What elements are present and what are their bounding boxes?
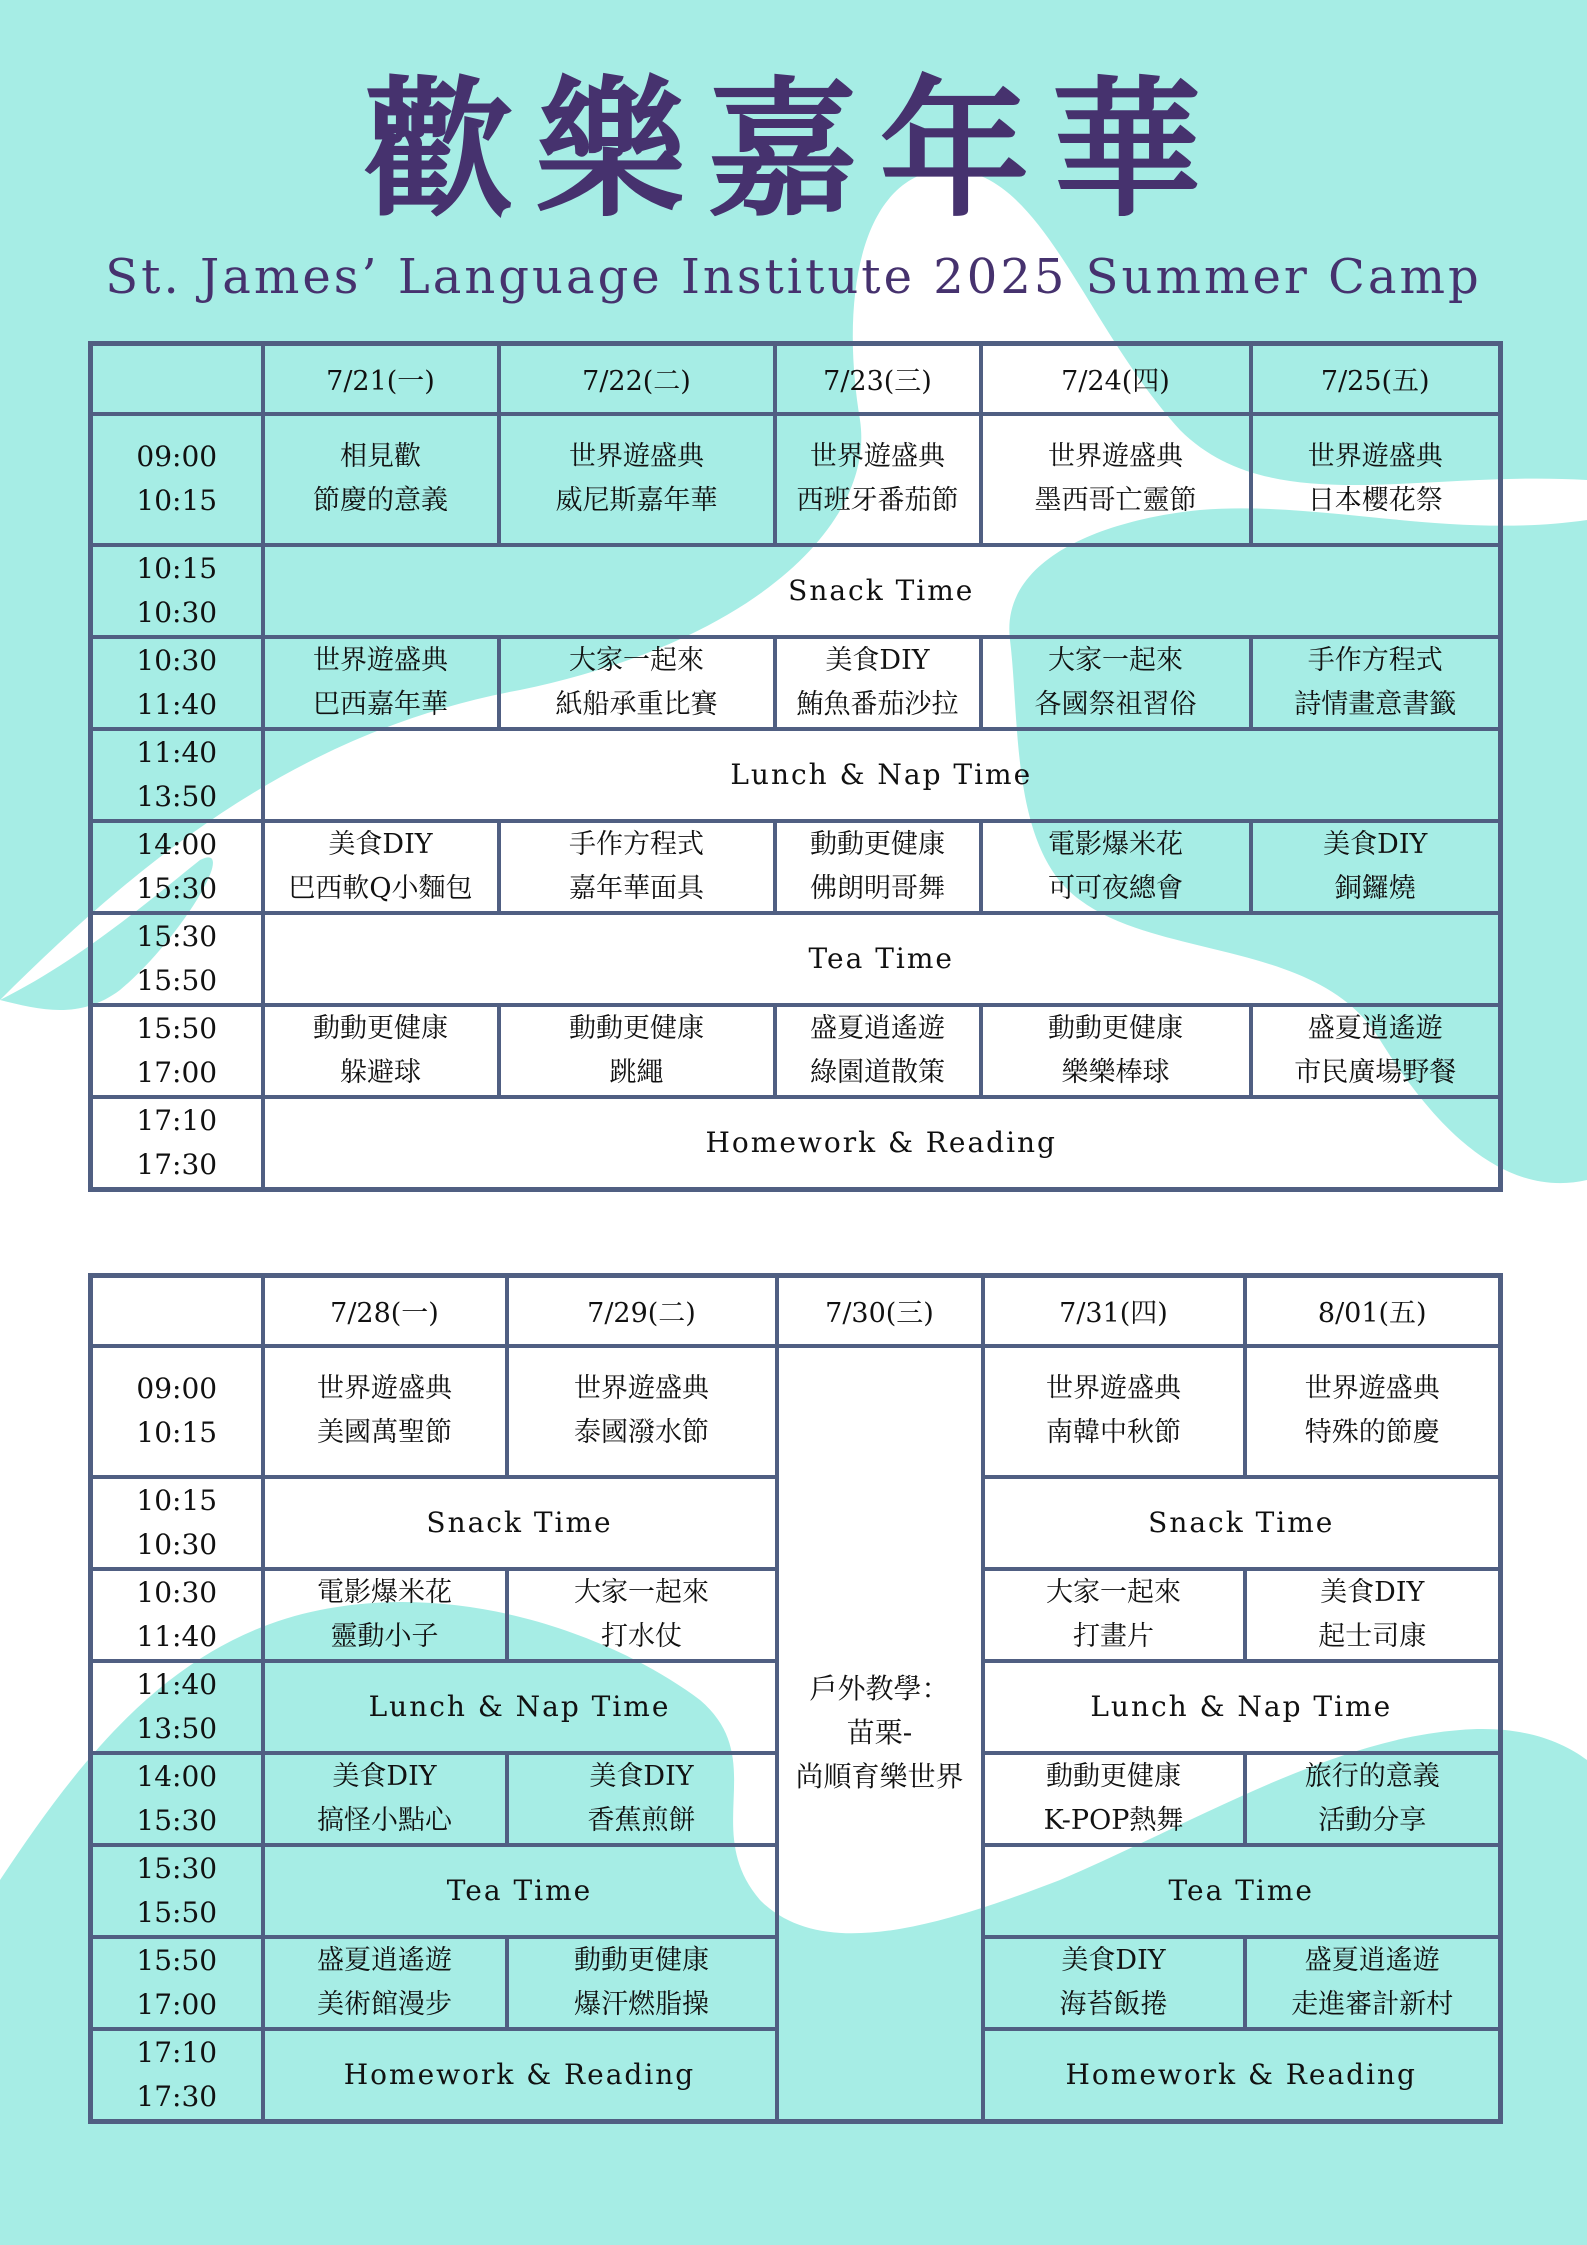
- day-header: 7/24(四): [981, 344, 1251, 414]
- day-header: 8/01(五): [1245, 1276, 1501, 1346]
- activity-name: 巴西軟Q小麵包: [288, 872, 473, 904]
- table-row: [91, 1097, 1501, 1190]
- activity-cell: [983, 1569, 1245, 1661]
- activity-category: 動動更健康: [1048, 1012, 1183, 1044]
- corner-cell: [91, 1276, 263, 1346]
- start-time: 11:40: [136, 735, 218, 769]
- activity-category: 電影爆米花: [317, 1576, 452, 1608]
- activity-cell: [1245, 1569, 1501, 1661]
- time-cell: [91, 1753, 263, 1845]
- activity-name: 美國萬聖節: [317, 1417, 452, 1448]
- activity-name: 紙船承重比賽: [555, 688, 718, 720]
- activity-cell: [981, 414, 1251, 545]
- end-time: 10:30: [136, 595, 218, 629]
- end-time: 15:30: [136, 1803, 218, 1837]
- page-title: 歡樂嘉年華: [363, 62, 1224, 238]
- activity-name: 銅鑼燒: [1334, 872, 1416, 904]
- day-header: 7/30(三): [777, 1276, 983, 1346]
- start-time: 15:30: [136, 1851, 218, 1885]
- outdoor-trip-place: 苗栗-: [846, 1716, 913, 1749]
- time-cell: [91, 821, 263, 913]
- activity-cell: [981, 637, 1251, 729]
- end-time: 17:30: [136, 2079, 218, 2113]
- day-header: 7/28(一): [263, 1276, 507, 1346]
- end-time: 11:40: [136, 1619, 218, 1653]
- activity-category: 世界遊盛典: [569, 441, 704, 472]
- activity-name: 威尼斯嘉年華: [555, 485, 718, 516]
- activity-name: 巴西嘉年華: [313, 688, 448, 720]
- activity-name: 綠園道散策: [810, 1056, 945, 1088]
- end-time: 13:50: [136, 1711, 218, 1745]
- activity-name: 泰國潑水節: [574, 1417, 709, 1448]
- activity-category: 相見歡: [340, 441, 421, 472]
- activity-cell: [1251, 414, 1501, 545]
- activity-cell: [983, 1346, 1245, 1477]
- activity-cell: [263, 1005, 499, 1097]
- week1-schedule-table: [88, 341, 1503, 1192]
- day-header: 7/22(二): [499, 344, 775, 414]
- activity-category: 美食DIY: [1061, 1944, 1166, 1976]
- activity-name: 樂樂棒球: [1061, 1056, 1170, 1088]
- day-header: 7/21(一): [263, 344, 499, 414]
- start-time: 15:30: [136, 919, 218, 953]
- activity-cell: [981, 821, 1251, 913]
- end-time: 13:50: [136, 779, 218, 813]
- start-time: 10:30: [136, 643, 218, 677]
- activity-cell: [263, 1753, 507, 1845]
- end-time: 10:15: [136, 484, 218, 517]
- table-row: [91, 821, 1501, 913]
- break-cell: Snack Time: [263, 545, 1501, 637]
- activity-category: 世界遊盛典: [810, 441, 945, 472]
- activity-category: 動動更健康: [1046, 1760, 1181, 1792]
- activity-cell: [775, 1005, 981, 1097]
- activity-category: 世界遊盛典: [1304, 1373, 1440, 1404]
- activity-cell: [1251, 1005, 1501, 1097]
- activity-category: 大家一起來: [574, 1576, 709, 1608]
- activity-name: 佛朗明哥舞: [810, 872, 945, 904]
- time-cell: [91, 1005, 263, 1097]
- time-cell: [91, 1569, 263, 1661]
- activity-name: 活動分享: [1318, 1804, 1427, 1836]
- activity-category: 世界遊盛典: [1048, 441, 1183, 472]
- activity-cell: [499, 1005, 775, 1097]
- start-time: 09:00: [136, 440, 218, 473]
- activity-cell: [263, 1937, 507, 2029]
- end-time: 15:30: [136, 871, 218, 905]
- activity-name: K-POP熱舞: [1043, 1804, 1184, 1836]
- activity-name: 鮪魚番茄沙拉: [796, 688, 959, 720]
- activity-category: 電影爆米花: [1048, 828, 1183, 860]
- activity-cell: [1251, 821, 1501, 913]
- start-time: 10:30: [136, 1575, 218, 1609]
- break-cell: Homework & Reading: [263, 1097, 1501, 1190]
- activity-name: 墨西哥亡靈節: [1034, 485, 1197, 516]
- break-cell: Lunch & Nap Time: [983, 1661, 1501, 1753]
- activity-category: 世界遊盛典: [1307, 441, 1443, 472]
- activity-category: 盛夏逍遙遊: [1307, 1012, 1443, 1044]
- activity-category: 美食DIY: [332, 1760, 437, 1792]
- break-cell: Homework & Reading: [983, 2029, 1501, 2122]
- time-cell: [91, 637, 263, 729]
- break-cell: Tea Time: [263, 913, 1501, 1005]
- activity-cell: [263, 821, 499, 913]
- activity-category: 動動更健康: [810, 828, 945, 860]
- week2-schedule-table: [88, 1273, 1503, 2124]
- activity-name: 節慶的意義: [313, 485, 448, 516]
- activity-name: 特殊的節慶: [1304, 1417, 1440, 1448]
- activity-name: 打畫片: [1073, 1620, 1154, 1652]
- time-cell: [91, 913, 263, 1005]
- start-time: 17:10: [136, 2035, 218, 2069]
- day-header: 7/23(三): [775, 344, 981, 414]
- activity-name: 香蕉煎餅: [587, 1804, 696, 1836]
- table-row: [91, 913, 1501, 1005]
- activity-name: 西班牙番茄節: [796, 485, 959, 516]
- activity-category: 大家一起來: [1048, 644, 1183, 676]
- activity-cell: [981, 1005, 1251, 1097]
- activity-cell: [775, 821, 981, 913]
- activity-cell: [983, 1753, 1245, 1845]
- time-cell: [91, 1845, 263, 1937]
- end-time: 17:00: [136, 1055, 218, 1089]
- time-cell: [91, 1661, 263, 1753]
- table-row: [91, 545, 1501, 637]
- activity-category: 動動更健康: [569, 1012, 704, 1044]
- start-time: 09:00: [136, 1372, 218, 1405]
- table-row: [91, 637, 1501, 729]
- activity-category: 世界遊盛典: [317, 1373, 452, 1404]
- table-header-row: [91, 1276, 1501, 1346]
- activity-category: 盛夏逍遙遊: [1304, 1944, 1440, 1976]
- start-time: 14:00: [136, 827, 218, 861]
- outdoor-trip-venue: 尚順育樂世界: [795, 1760, 964, 1793]
- end-time: 10:15: [136, 1416, 218, 1449]
- time-cell: [91, 1346, 263, 1477]
- activity-name: 起士司康: [1318, 1620, 1427, 1652]
- time-cell: [91, 2029, 263, 2122]
- activity-name: 爆汗燃脂操: [574, 1988, 709, 2020]
- activity-name: 搞怪小點心: [317, 1804, 452, 1836]
- activity-name: 跳繩: [609, 1056, 664, 1088]
- activity-cell: [1245, 1346, 1501, 1477]
- day-header: 7/29(二): [507, 1276, 777, 1346]
- end-time: 10:30: [136, 1527, 218, 1561]
- break-cell: Tea Time: [263, 1845, 777, 1937]
- activity-cell: [507, 1753, 777, 1845]
- table-header-row: [91, 344, 1501, 414]
- activity-name: 躲避球: [340, 1056, 421, 1088]
- activity-cell: [263, 1346, 507, 1477]
- end-time: 15:50: [136, 963, 218, 997]
- activity-category: 大家一起來: [569, 644, 704, 676]
- break-cell: Snack Time: [263, 1477, 777, 1569]
- activity-cell: [507, 1569, 777, 1661]
- activity-category: 美食DIY: [589, 1760, 694, 1792]
- table-row: [91, 414, 1501, 545]
- activity-category: 手作方程式: [569, 828, 704, 860]
- activity-name: 打水仗: [601, 1620, 682, 1652]
- activity-cell: [263, 414, 499, 545]
- activity-name: 美術館漫步: [317, 1988, 452, 2020]
- start-time: 17:10: [136, 1103, 218, 1137]
- start-time: 11:40: [136, 1667, 218, 1701]
- activity-category: 手作方程式: [1307, 644, 1443, 676]
- activity-category: 世界遊盛典: [574, 1373, 709, 1404]
- activity-name: 南韓中秋節: [1046, 1417, 1181, 1448]
- activity-name: 嘉年華面具: [569, 872, 704, 904]
- activity-category: 動動更健康: [313, 1012, 448, 1044]
- activity-name: 可可夜總會: [1048, 872, 1183, 904]
- activity-category: 大家一起來: [1046, 1576, 1181, 1608]
- page-subtitle: St. James’ Language Institute 2025 Summer Camp: [105, 249, 1482, 305]
- activity-cell: [1245, 1753, 1501, 1845]
- activity-category: 旅行的意義: [1304, 1760, 1440, 1792]
- activity-cell: [499, 821, 775, 913]
- time-cell: [91, 1097, 263, 1190]
- activity-category: 世界遊盛典: [313, 644, 448, 676]
- break-cell: Lunch & Nap Time: [263, 729, 1501, 821]
- table-row: [91, 1005, 1501, 1097]
- activity-category: 美食DIY: [1320, 1576, 1425, 1608]
- activity-category: 美食DIY: [328, 828, 433, 860]
- outdoor-trip-cell: [777, 1346, 983, 2122]
- start-time: 15:50: [136, 1943, 218, 1977]
- activity-cell: [1245, 1937, 1501, 2029]
- activity-name: 詩情畫意書籤: [1294, 688, 1457, 720]
- time-cell: [91, 414, 263, 545]
- time-cell: [91, 729, 263, 821]
- activity-name: 走進審計新村: [1291, 1988, 1454, 2020]
- activity-category: 美食DIY: [825, 644, 930, 676]
- day-header: 7/31(四): [983, 1276, 1245, 1346]
- table-row: [91, 1346, 1501, 1477]
- break-cell: Tea Time: [983, 1845, 1501, 1937]
- time-cell: [91, 1477, 263, 1569]
- activity-category: 動動更健康: [574, 1944, 709, 1976]
- activity-category: 盛夏逍遙遊: [317, 1944, 452, 1976]
- start-time: 10:15: [136, 551, 218, 585]
- activity-cell: [775, 414, 981, 545]
- activity-cell: [499, 414, 775, 545]
- activity-cell: [775, 637, 981, 729]
- activity-cell: [507, 1937, 777, 2029]
- break-cell: Lunch & Nap Time: [263, 1661, 777, 1753]
- activity-name: 海苔飯捲: [1059, 1988, 1168, 2020]
- break-cell: Snack Time: [983, 1477, 1501, 1569]
- activity-category: 世界遊盛典: [1046, 1373, 1181, 1404]
- activity-category: 美食DIY: [1323, 828, 1428, 860]
- activity-category: 盛夏逍遙遊: [810, 1012, 945, 1044]
- activity-cell: [1251, 637, 1501, 729]
- end-time: 11:40: [136, 687, 218, 721]
- start-time: 15:50: [136, 1011, 218, 1045]
- activity-cell: [983, 1937, 1245, 2029]
- time-cell: [91, 1937, 263, 2029]
- break-cell: Homework & Reading: [263, 2029, 777, 2122]
- start-time: 14:00: [136, 1759, 218, 1793]
- end-time: 17:00: [136, 1987, 218, 2021]
- corner-cell: [91, 344, 263, 414]
- outdoor-trip-label: 戶外教學：: [809, 1672, 950, 1705]
- end-time: 15:50: [136, 1895, 218, 1929]
- activity-cell: [263, 637, 499, 729]
- activity-name: 靈動小子: [330, 1620, 439, 1652]
- table-row: [91, 729, 1501, 821]
- activity-cell: [263, 1569, 507, 1661]
- end-time: 17:30: [136, 1147, 218, 1181]
- activity-name: 日本櫻花祭: [1307, 485, 1443, 516]
- start-time: 10:15: [136, 1483, 218, 1517]
- activity-cell: [507, 1346, 777, 1477]
- day-header: 7/25(五): [1251, 344, 1501, 414]
- activity-name: 各國祭祖習俗: [1034, 688, 1197, 720]
- activity-cell: [499, 637, 775, 729]
- time-cell: [91, 545, 263, 637]
- activity-name: 市民廣場野餐: [1294, 1056, 1457, 1088]
